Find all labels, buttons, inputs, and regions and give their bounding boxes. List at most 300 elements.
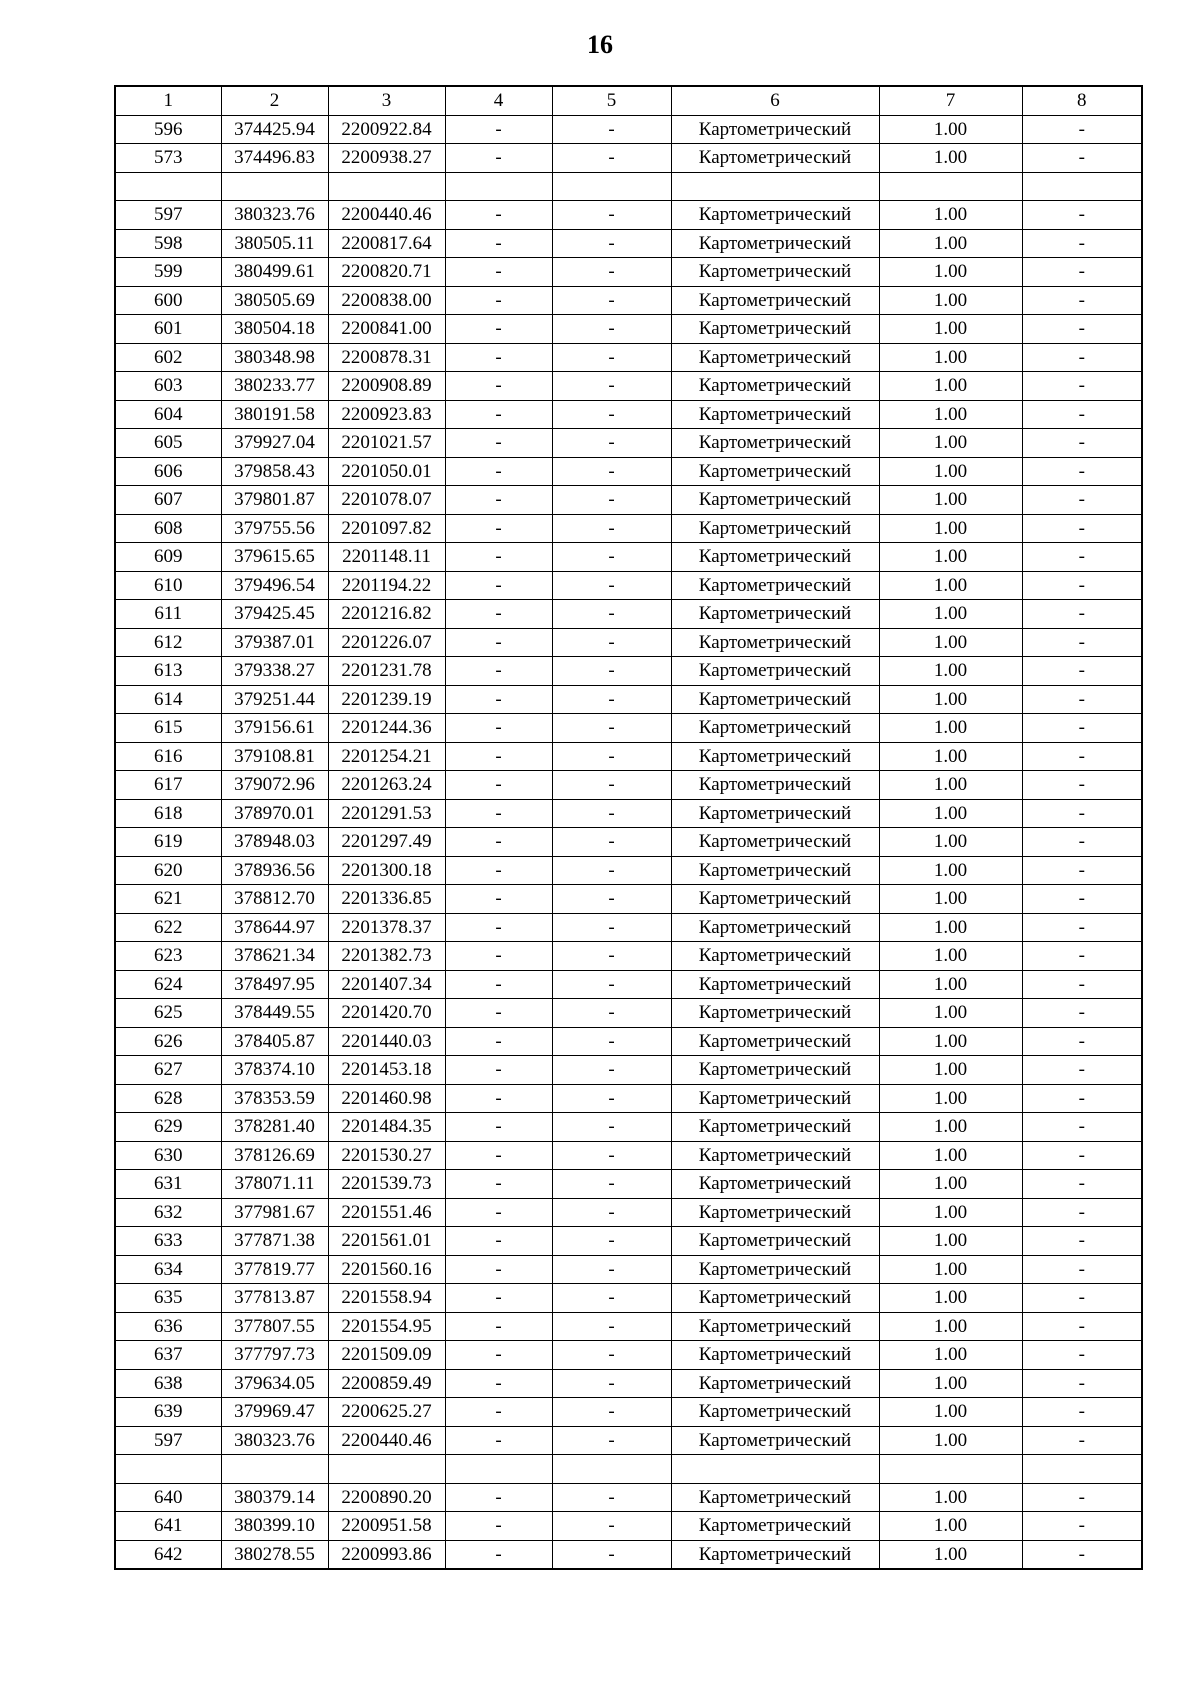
table-cell: - [1022,315,1142,344]
table-row [115,1113,1142,1142]
table-cell: - [552,543,671,572]
table-cell: 607 [115,486,221,515]
table-cell: Картометрический [671,828,879,857]
column-header: 6 [671,86,879,115]
table-cell: 1.00 [879,1284,1022,1313]
table-cell: - [445,856,552,885]
table-cell: 2201407.34 [328,970,445,999]
table-cell: 1.00 [879,144,1022,173]
table-cell: 379425.45 [221,600,328,629]
table-row [115,685,1142,714]
table-cell: - [445,828,552,857]
table-cell: - [552,1027,671,1056]
table-cell: - [445,372,552,401]
table-cell: Картометрический [671,799,879,828]
table-row [115,258,1142,287]
table-row [115,970,1142,999]
table-cell: 1.00 [879,913,1022,942]
table-cell: 1.00 [879,1483,1022,1512]
table-cell: - [1022,1227,1142,1256]
table-cell: - [445,942,552,971]
table-cell: 625 [115,999,221,1028]
table-cell: 2201291.53 [328,799,445,828]
table-cell: 380499.61 [221,258,328,287]
table-cell: 1.00 [879,799,1022,828]
table-cell: 2200440.46 [328,201,445,230]
table-cell: Картометрический [671,1141,879,1170]
table-cell: 2200923.83 [328,400,445,429]
table-cell: 2200993.86 [328,1540,445,1569]
table-cell: - [552,514,671,543]
table-cell: Картометрический [671,1512,879,1541]
table-cell: Картометрический [671,571,879,600]
table-cell: 2201558.94 [328,1284,445,1313]
table-cell: 629 [115,1113,221,1142]
table-cell: - [445,229,552,258]
table-cell: - [445,1198,552,1227]
table-cell: 2201097.82 [328,514,445,543]
table-cell: - [1022,1540,1142,1569]
table-cell: 377981.67 [221,1198,328,1227]
table-cell: 2201382.73 [328,942,445,971]
table-cell: 378644.97 [221,913,328,942]
table-cell: 632 [115,1198,221,1227]
table-cell: - [445,343,552,372]
table-row [115,1170,1142,1199]
table-cell: - [552,970,671,999]
table-cell: 2201297.49 [328,828,445,857]
table-cell: 612 [115,628,221,657]
table-cell: 1.00 [879,1398,1022,1427]
table-cell: 1.00 [879,1084,1022,1113]
table-cell: 1.00 [879,115,1022,144]
table-row [115,1227,1142,1256]
table-cell: - [445,1540,552,1569]
table-cell: - [445,685,552,714]
table-cell: - [1022,970,1142,999]
table-cell: Картометрический [671,1312,879,1341]
table-cell: 1.00 [879,372,1022,401]
table-cell: Картометрический [671,286,879,315]
table-cell: 1.00 [879,543,1022,572]
table-cell: 1.00 [879,1141,1022,1170]
table-row [115,1426,1142,1455]
table-cell: - [445,628,552,657]
table-row [115,799,1142,828]
table-cell: 1.00 [879,657,1022,686]
table-cell: - [1022,1341,1142,1370]
table-cell: - [445,999,552,1028]
table-cell: - [552,742,671,771]
table-row [115,400,1142,429]
table-cell: 1.00 [879,1369,1022,1398]
table-cell: - [552,1398,671,1427]
table-row [115,856,1142,885]
table-cell: 1.00 [879,486,1022,515]
table-cell: Картометрический [671,628,879,657]
table-cell: Картометрический [671,913,879,942]
table-cell: - [445,543,552,572]
table-cell: 2200859.49 [328,1369,445,1398]
table-cell: - [445,1369,552,1398]
table-cell [879,172,1022,201]
table-cell: Картометрический [671,1084,879,1113]
table-cell: 637 [115,1341,221,1370]
table-cell: - [1022,1027,1142,1056]
table-cell: 1.00 [879,856,1022,885]
table-row [115,1198,1142,1227]
table-cell: - [1022,856,1142,885]
table-cell: 2201420.70 [328,999,445,1028]
table-cell: - [445,1483,552,1512]
table-cell: 2201484.35 [328,1113,445,1142]
table-cell: 2201239.19 [328,685,445,714]
table-cell: 379927.04 [221,429,328,458]
table-cell: - [552,144,671,173]
table-row [115,571,1142,600]
table-row [115,315,1142,344]
table-cell: Картометрический [671,1540,879,1569]
table-cell: 379801.87 [221,486,328,515]
table-cell: - [1022,258,1142,287]
table-cell: - [445,1312,552,1341]
table-cell: 1.00 [879,828,1022,857]
table-cell: 379969.47 [221,1398,328,1427]
table-cell: 1.00 [879,942,1022,971]
table-cell: 626 [115,1027,221,1056]
table-row [115,600,1142,629]
table-cell [445,1455,552,1484]
table-cell: 1.00 [879,771,1022,800]
table-cell: 2201551.46 [328,1198,445,1227]
table-cell: 636 [115,1312,221,1341]
table-cell: - [552,1341,671,1370]
table-cell: - [445,144,552,173]
table-cell: - [445,1227,552,1256]
table-cell: 380233.77 [221,372,328,401]
table-cell: 379251.44 [221,685,328,714]
table-cell: - [552,942,671,971]
table-cell: 1.00 [879,1056,1022,1085]
table-cell: - [1022,1483,1142,1512]
table-cell: - [552,657,671,686]
table-cell: 2201554.95 [328,1312,445,1341]
table-cell: 2200951.58 [328,1512,445,1541]
table-cell: Картометрический [671,742,879,771]
table-cell: 1.00 [879,571,1022,600]
table-cell: Картометрический [671,999,879,1028]
table-cell: - [552,799,671,828]
table-cell: 1.00 [879,315,1022,344]
table-cell: - [445,1170,552,1199]
table-cell: 1.00 [879,514,1022,543]
table-cell: 606 [115,457,221,486]
table-cell: 378936.56 [221,856,328,885]
table-cell: - [1022,571,1142,600]
table-cell: 379858.43 [221,457,328,486]
table-cell: 380505.11 [221,229,328,258]
table-cell: - [445,1341,552,1370]
table-cell: - [1022,628,1142,657]
table-cell: - [445,1255,552,1284]
table-cell: - [445,429,552,458]
table-cell: Картометрический [671,1369,879,1398]
table-cell: - [445,1512,552,1541]
table-cell: - [1022,1512,1142,1541]
table-cell: - [445,1141,552,1170]
table-row [115,999,1142,1028]
table-cell: - [552,286,671,315]
table-cell: 377807.55 [221,1312,328,1341]
table-cell: - [552,1312,671,1341]
table-cell: - [552,1113,671,1142]
table-cell: 599 [115,258,221,287]
table-cell: 2201460.98 [328,1084,445,1113]
table-cell: - [445,742,552,771]
table-cell: - [552,258,671,287]
table-cell: 378449.55 [221,999,328,1028]
table-row [115,486,1142,515]
table-cell: 641 [115,1512,221,1541]
table-row [115,771,1142,800]
table-cell: 378405.87 [221,1027,328,1056]
table-cell: 1.00 [879,343,1022,372]
table-cell: 611 [115,600,221,629]
table-cell [1022,172,1142,201]
table-cell: 602 [115,343,221,372]
table-cell: 597 [115,201,221,230]
table-cell: Картометрический [671,1284,879,1313]
table-cell [445,172,552,201]
table-cell: - [552,1483,671,1512]
table-cell: 380504.18 [221,315,328,344]
table-cell: 374496.83 [221,144,328,173]
table-row [115,1540,1142,1569]
table-cell: Картометрический [671,1426,879,1455]
table-row [115,343,1142,372]
table-row [115,1284,1142,1313]
table-cell: 600 [115,286,221,315]
table-cell: Картометрический [671,714,879,743]
table-cell: - [552,1369,671,1398]
table-cell: - [552,571,671,600]
table-cell: - [1022,1113,1142,1142]
table-cell [879,1455,1022,1484]
table-cell: 2201216.82 [328,600,445,629]
table-cell: 573 [115,144,221,173]
table-cell: Картометрический [671,514,879,543]
table-cell [328,1455,445,1484]
table-cell: - [1022,885,1142,914]
table-cell: Картометрический [671,1170,879,1199]
table-cell: - [1022,828,1142,857]
table-cell: 2201440.03 [328,1027,445,1056]
table-cell: - [1022,486,1142,515]
table-cell: - [552,1141,671,1170]
table-cell: 627 [115,1056,221,1085]
table-cell: - [1022,1312,1142,1341]
table-cell: - [552,372,671,401]
table-cell: 1.00 [879,685,1022,714]
table-cell: Картометрический [671,343,879,372]
table-cell: - [445,1426,552,1455]
table-cell: - [552,201,671,230]
table-cell: 1.00 [879,1227,1022,1256]
table-cell: 1.00 [879,600,1022,629]
table-row [115,514,1142,543]
table-cell: 1.00 [879,970,1022,999]
table-cell: Картометрический [671,258,879,287]
table-cell: Картометрический [671,1398,879,1427]
table-cell: - [552,913,671,942]
column-header: 1 [115,86,221,115]
table-body [115,86,1142,1569]
table-cell: 1.00 [879,1255,1022,1284]
table-cell: 379755.56 [221,514,328,543]
table-cell: Картометрический [671,372,879,401]
table-cell [221,1455,328,1484]
table-cell: Картометрический [671,115,879,144]
table-cell: 1.00 [879,201,1022,230]
table-cell: 622 [115,913,221,942]
table-cell [552,1455,671,1484]
table-cell: - [445,1056,552,1085]
table-cell: - [1022,999,1142,1028]
table-cell: - [552,486,671,515]
header-row [115,86,1142,115]
table-row [115,1255,1142,1284]
table-cell: - [552,600,671,629]
table-cell: 378948.03 [221,828,328,857]
table-cell: Картометрический [671,1483,879,1512]
separator-row [115,172,1142,201]
table-cell: 378374.10 [221,1056,328,1085]
table-cell: - [445,400,552,429]
table-cell: 2201226.07 [328,628,445,657]
table-cell: - [1022,457,1142,486]
table-cell: Картометрический [671,1227,879,1256]
table-cell: - [1022,343,1142,372]
table-cell: 616 [115,742,221,771]
table-cell: 378353.59 [221,1084,328,1113]
table-cell: 615 [115,714,221,743]
table-cell: 2201453.18 [328,1056,445,1085]
table-cell: - [1022,115,1142,144]
table-cell: - [445,885,552,914]
table-cell: 2201254.21 [328,742,445,771]
table-cell: 635 [115,1284,221,1313]
table-cell: Картометрический [671,600,879,629]
table-cell: 618 [115,799,221,828]
table-cell: 380323.76 [221,201,328,230]
table-cell: 2200440.46 [328,1426,445,1455]
table-cell: - [552,1084,671,1113]
table-cell: - [445,600,552,629]
table-cell: 378812.70 [221,885,328,914]
table-cell: 603 [115,372,221,401]
table-cell: 2201263.24 [328,771,445,800]
table-cell: 2201539.73 [328,1170,445,1199]
table-row [115,885,1142,914]
table-cell: 379072.96 [221,771,328,800]
table-cell: - [1022,543,1142,572]
table-cell: 2201194.22 [328,571,445,600]
table-cell: 1.00 [879,1540,1022,1569]
table-cell [328,172,445,201]
table-row [115,543,1142,572]
table-cell: - [1022,771,1142,800]
table-cell: - [552,771,671,800]
table-cell: 633 [115,1227,221,1256]
table-cell: 638 [115,1369,221,1398]
table-cell: - [552,115,671,144]
table-cell: 628 [115,1084,221,1113]
table-cell: 1.00 [879,286,1022,315]
table-cell: - [1022,913,1142,942]
table-cell: Картометрический [671,1255,879,1284]
table-cell: Картометрический [671,657,879,686]
table-cell: - [1022,799,1142,828]
table-cell: 642 [115,1540,221,1569]
table-cell: 1.00 [879,1426,1022,1455]
table-cell: 2201078.07 [328,486,445,515]
table-cell: - [1022,714,1142,743]
table-cell: - [1022,1084,1142,1113]
table-cell: 380323.76 [221,1426,328,1455]
table-cell: 1.00 [879,628,1022,657]
table-cell: Картометрический [671,457,879,486]
table-cell: - [445,315,552,344]
table-cell: - [552,714,671,743]
table-cell: - [1022,400,1142,429]
table-cell: 2200890.20 [328,1483,445,1512]
table-cell: 380379.14 [221,1483,328,1512]
table-row [115,1512,1142,1541]
table-cell: 377813.87 [221,1284,328,1313]
table-cell: 2201560.16 [328,1255,445,1284]
table-cell: - [1022,1369,1142,1398]
table-cell: 379496.54 [221,571,328,600]
table-cell: 2200625.27 [328,1398,445,1427]
table-cell: - [445,771,552,800]
table-cell: - [552,315,671,344]
table-cell: - [445,913,552,942]
table-row [115,1369,1142,1398]
table-cell: 2200838.00 [328,286,445,315]
table-cell: Картометрический [671,942,879,971]
column-header: 8 [1022,86,1142,115]
table-cell: 1.00 [879,1198,1022,1227]
table-cell: - [1022,657,1142,686]
table-cell: - [445,1113,552,1142]
table-cell: - [1022,1284,1142,1313]
table-row [115,457,1142,486]
table-cell: 620 [115,856,221,885]
table-cell: - [445,1084,552,1113]
table-cell: 596 [115,115,221,144]
table-row [115,201,1142,230]
table-cell: 378497.95 [221,970,328,999]
table-cell: 1.00 [879,400,1022,429]
table-row [115,913,1142,942]
table-cell: - [552,343,671,372]
table-cell: 380191.58 [221,400,328,429]
table-cell: 2200841.00 [328,315,445,344]
table-cell: - [1022,1398,1142,1427]
table-cell: Картометрический [671,229,879,258]
table-cell: 378621.34 [221,942,328,971]
table-cell: Картометрический [671,970,879,999]
